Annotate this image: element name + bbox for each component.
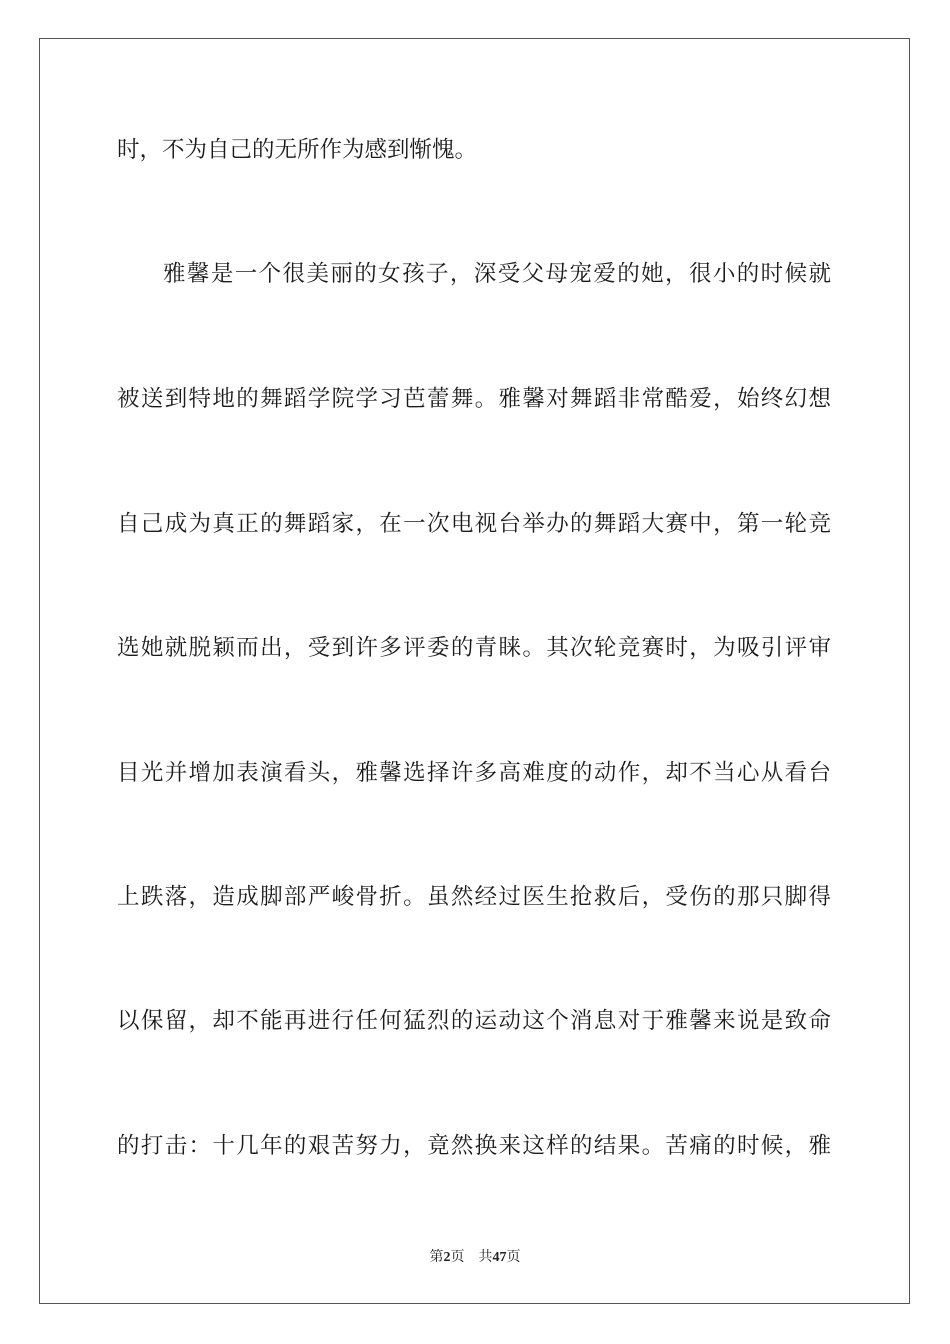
paragraph-start-line: 雅馨是一个很美丽的女孩子，深受父母宠爱的她，很小的时候就 [163, 261, 831, 287]
page-number: 2 [443, 1250, 451, 1265]
total-pages: 47 [492, 1250, 507, 1265]
page-footer [0, 1248, 950, 1267]
text-line-4: 自己成为真正的舞蹈家，在一次电视台举办的舞蹈大赛中，第一轮竞 [117, 511, 831, 537]
total-prefix: 共 [478, 1249, 493, 1265]
total-suffix: 页 [506, 1249, 521, 1265]
page-suffix: 页 [450, 1249, 465, 1265]
text-line-3: 被送到特地的舞蹈学院学习芭蕾舞。雅馨对舞蹈非常酷爱，始终幻想 [117, 386, 831, 412]
page-border [39, 38, 910, 1304]
page-prefix: 第 [429, 1249, 444, 1265]
text-line-7: 上跌落，造成脚部严峻骨折。虽然经过医生抢救后，受伤的那只脚得 [117, 884, 831, 910]
text-line-9: 的打击：十几年的艰苦努力，竟然换来这样的结果。苦痛的时候，雅 [117, 1133, 831, 1159]
text-line-6: 目光并增加表演看头，雅馨选择许多高难度的动作，却不当心从看台 [117, 760, 831, 786]
text-line-5: 选她就脱颖而出，受到许多评委的青睐。其次轮竞赛时，为吸引评审 [117, 635, 831, 661]
text-line-8: 以保留，却不能再进行任何猛烈的运动这个消息对于雅馨来说是致命 [117, 1008, 831, 1034]
text-line-1: 时，不为自己的无所作为感到惭愧。 [117, 137, 478, 163]
